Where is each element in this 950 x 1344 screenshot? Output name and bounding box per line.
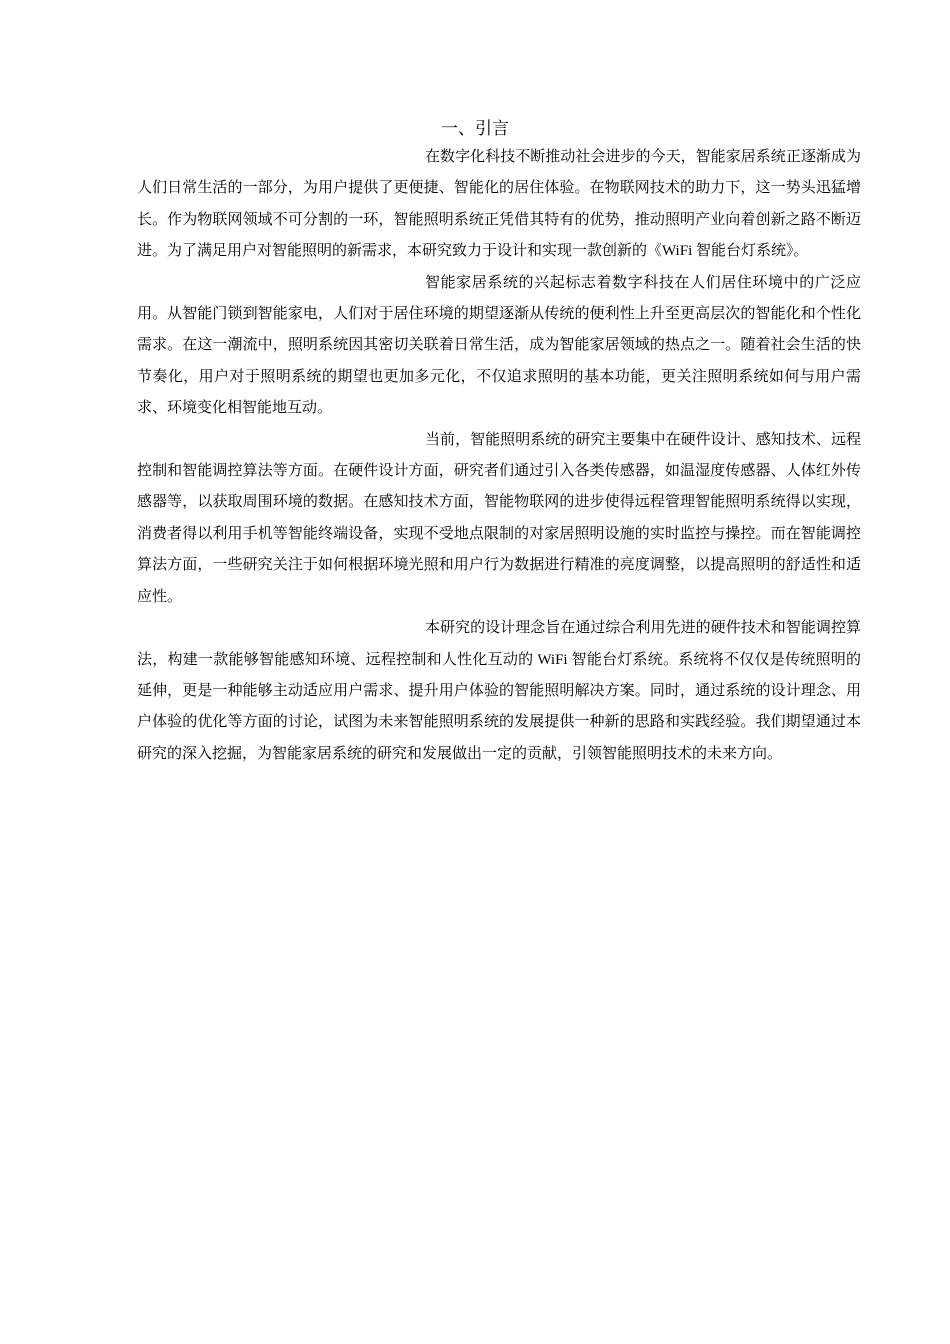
paragraph-4: 本研究的设计理念旨在通过综合利用先进的硬件技术和智能调控算法，构建一款能够智能感知环境、远程控制和人性化互动的 WiFi 智能台灯系统。系统将不仅仅是传统照明的延伸，更是一种能够主动适应用户需求、提升用户体验的智能照明解决方案。同时，通过系统的设计理念、用户体验的优化等方面的讨论，试图为未来智能照明系统的发展提供一种新的思路和实践经验。我们期望通过本研究的深入挖掘，为智能家居系统的研究和发展做出一定的贡献，引领智能照明技术的未来方向。 xyxy=(137,620,861,762)
section-body xyxy=(137,142,861,770)
paragraph-1: 在数字化科技不断推动社会进步的今天，智能家居系统正逐渐成为人们日常生活的一部分，为用户提供了更便捷、智能化的居住体验。在物联网技术的助力下，这一势头迅猛增长。作为物联网领域不可分割的一环，智能照明系统正凭借其特有的优势，推动照明产业向着创新之路不断迈进。为了满足用户对智能照明的新需求，本研究致力于设计和实现一款创新的《WiFi 智能台灯系统》。 xyxy=(137,149,861,260)
paragraph-2: 智能家居系统的兴起标志着数字科技在人们居住环境中的广泛应用。从智能门锁到智能家电，人们对于居住环境的期望逐渐从传统的便利性上升至更高层次的智能化和个性化需求。在这一潮流中，照明系统因其密切关联着日常生活，成为智能家居领域的热点之一。随着社会生活的快节奏化，用户对于照明系统的期望也更加多元化，不仅追求照明的基本功能，更关注照明系统如何与用户需求、环境变化相智能地互动。 xyxy=(137,274,861,417)
paragraph-3: 当前，智能照明系统的研究主要集中在硬件设计、感知技术、远程控制和智能调控算法等方面。在硬件设计方面，研究者们通过引入各类传感器，如温湿度传感器、人体红外传感器等，以获取周围环境的数据。在感知技术方面，智能物联网的进步使得远程管理智能照明系统得以实现，消费者得以利用手机等智能终端设备，实现不受地点限制的对家居照明设施的实时监控与操控。而在智能调控算法方面，一些研究关注于如何根据环境光照和用户行为数据进行精准的亮度调整，以提高照明的舒适性和适应性。 xyxy=(137,431,861,605)
section-heading: 一、引言 xyxy=(441,119,509,139)
